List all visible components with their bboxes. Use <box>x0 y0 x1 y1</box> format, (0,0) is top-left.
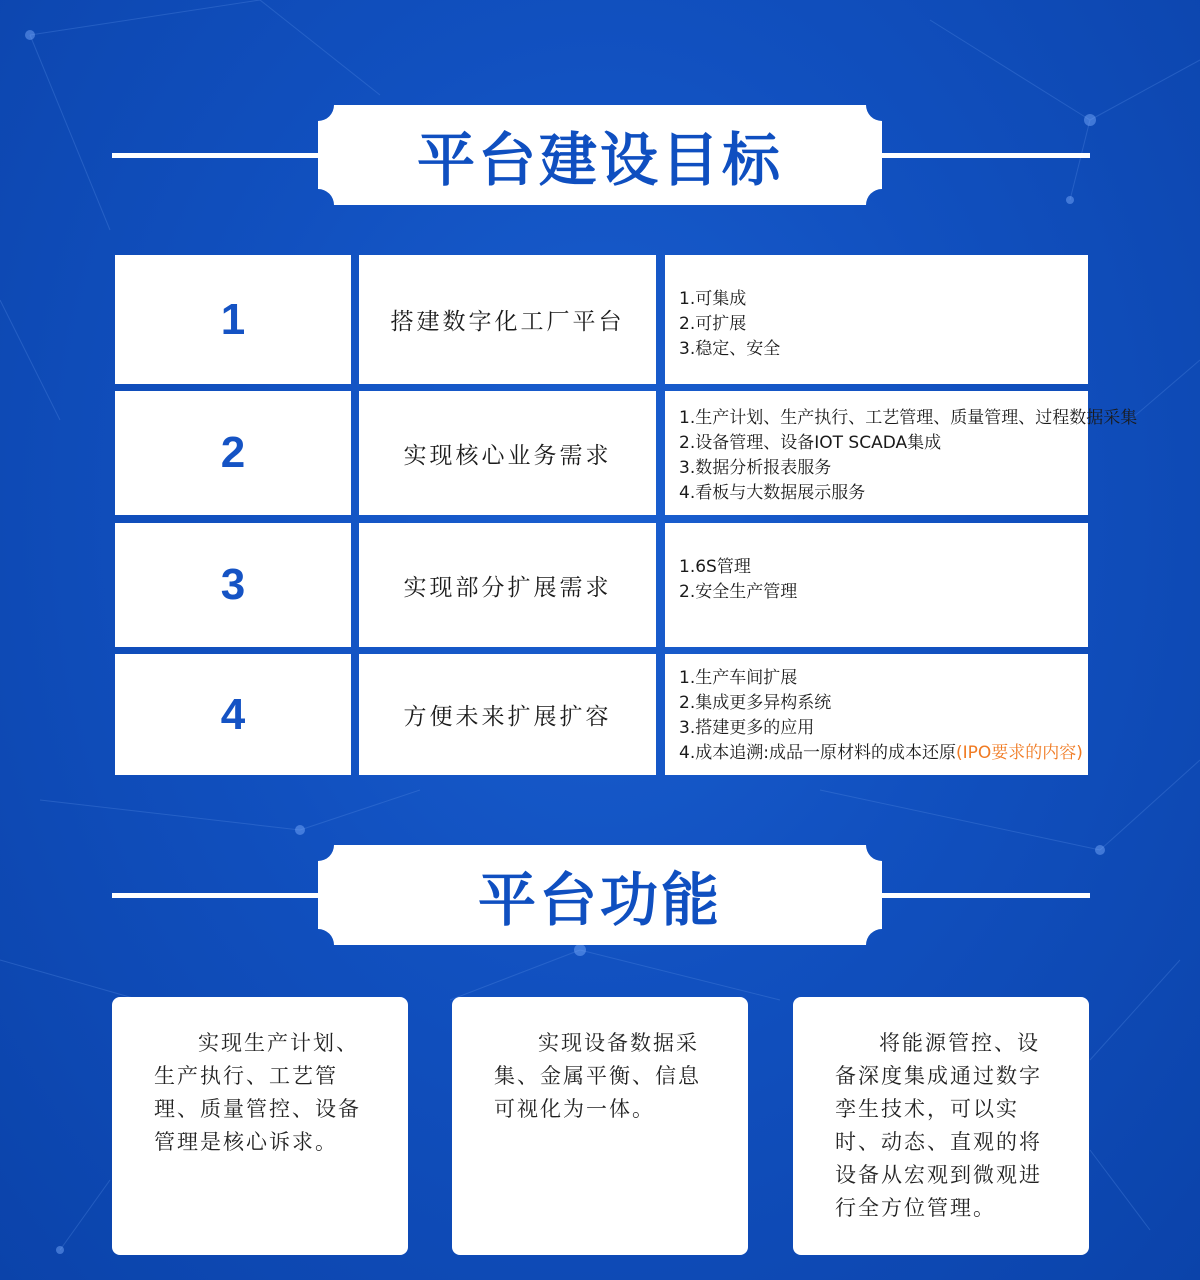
goal-items <box>665 523 1088 647</box>
goal-item: 2.可扩展 <box>679 314 747 334</box>
title-plaque <box>318 845 882 945</box>
goal-title: 实现部分扩展需求 <box>359 523 656 647</box>
function-card-text: 将能源管控、设备深度集成通过数字孪生技术，可以实时、动态、直观的将设备从宏观到微观进行全方位管理。 <box>835 1031 1042 1220</box>
goal-item: 3.稳定、安全 <box>679 339 781 359</box>
function-card-text: 实现生产计划、生产执行、工艺管理、质量管控、设备管理是核心诉求。 <box>154 1031 361 1154</box>
table-row <box>112 255 1088 384</box>
title-plaque <box>318 105 882 205</box>
goal-items <box>665 391 1138 515</box>
function-card <box>793 997 1089 1255</box>
title-rule-left <box>112 893 324 898</box>
title-rule-left <box>112 153 324 158</box>
goal-item: 1.可集成 <box>679 289 747 309</box>
goal-item <box>679 741 1088 766</box>
goal-item: 3.数据分析报表服务 <box>679 458 832 478</box>
table-row <box>112 654 1088 775</box>
functions-section-header <box>0 845 1200 955</box>
goal-title: 实现核心业务需求 <box>359 391 656 515</box>
goal-item-text: 4.成本追溯:成品一原材料的成本还原 <box>679 743 956 763</box>
goal-item: 2.集成更多异构系统 <box>679 693 832 713</box>
table-row <box>112 391 1138 515</box>
goal-item: 1.生产计划、生产执行、工艺管理、质量管理、过程数据采集 <box>679 408 1138 428</box>
goal-item: 1.6S管理 <box>679 557 751 577</box>
title-rule-right <box>878 153 1090 158</box>
goal-item-note: (IPO要求的内容) <box>955 743 1083 763</box>
goal-title: 方便未来扩展扩容 <box>359 654 656 775</box>
goal-item: 4.看板与大数据展示服务 <box>679 483 866 503</box>
goals-title: 平台建设目标 <box>416 126 783 194</box>
goal-items <box>665 654 1088 775</box>
function-card-text: 实现设备数据采集、金属平衡、信息可视化为一体。 <box>494 1031 701 1121</box>
goal-item: 2.安全生产管理 <box>679 582 798 602</box>
table-row <box>112 523 1088 647</box>
goal-item: 2.设备管理、设备IOT SCADA集成 <box>679 433 942 453</box>
goal-number: 4 <box>115 654 351 775</box>
goal-number: 3 <box>115 523 351 647</box>
goal-number: 2 <box>115 391 351 515</box>
goal-title: 搭建数字化工厂平台 <box>359 255 656 384</box>
goals-section-header <box>0 105 1200 215</box>
function-card <box>452 997 748 1255</box>
goal-number: 1 <box>115 255 351 384</box>
goal-item: 3.搭建更多的应用 <box>679 718 815 738</box>
goal-item: 1.生产车间扩展 <box>679 668 798 688</box>
title-rule-right <box>878 893 1090 898</box>
functions-title: 平台功能 <box>477 866 722 934</box>
goal-items <box>665 255 1088 384</box>
function-card <box>112 997 408 1255</box>
